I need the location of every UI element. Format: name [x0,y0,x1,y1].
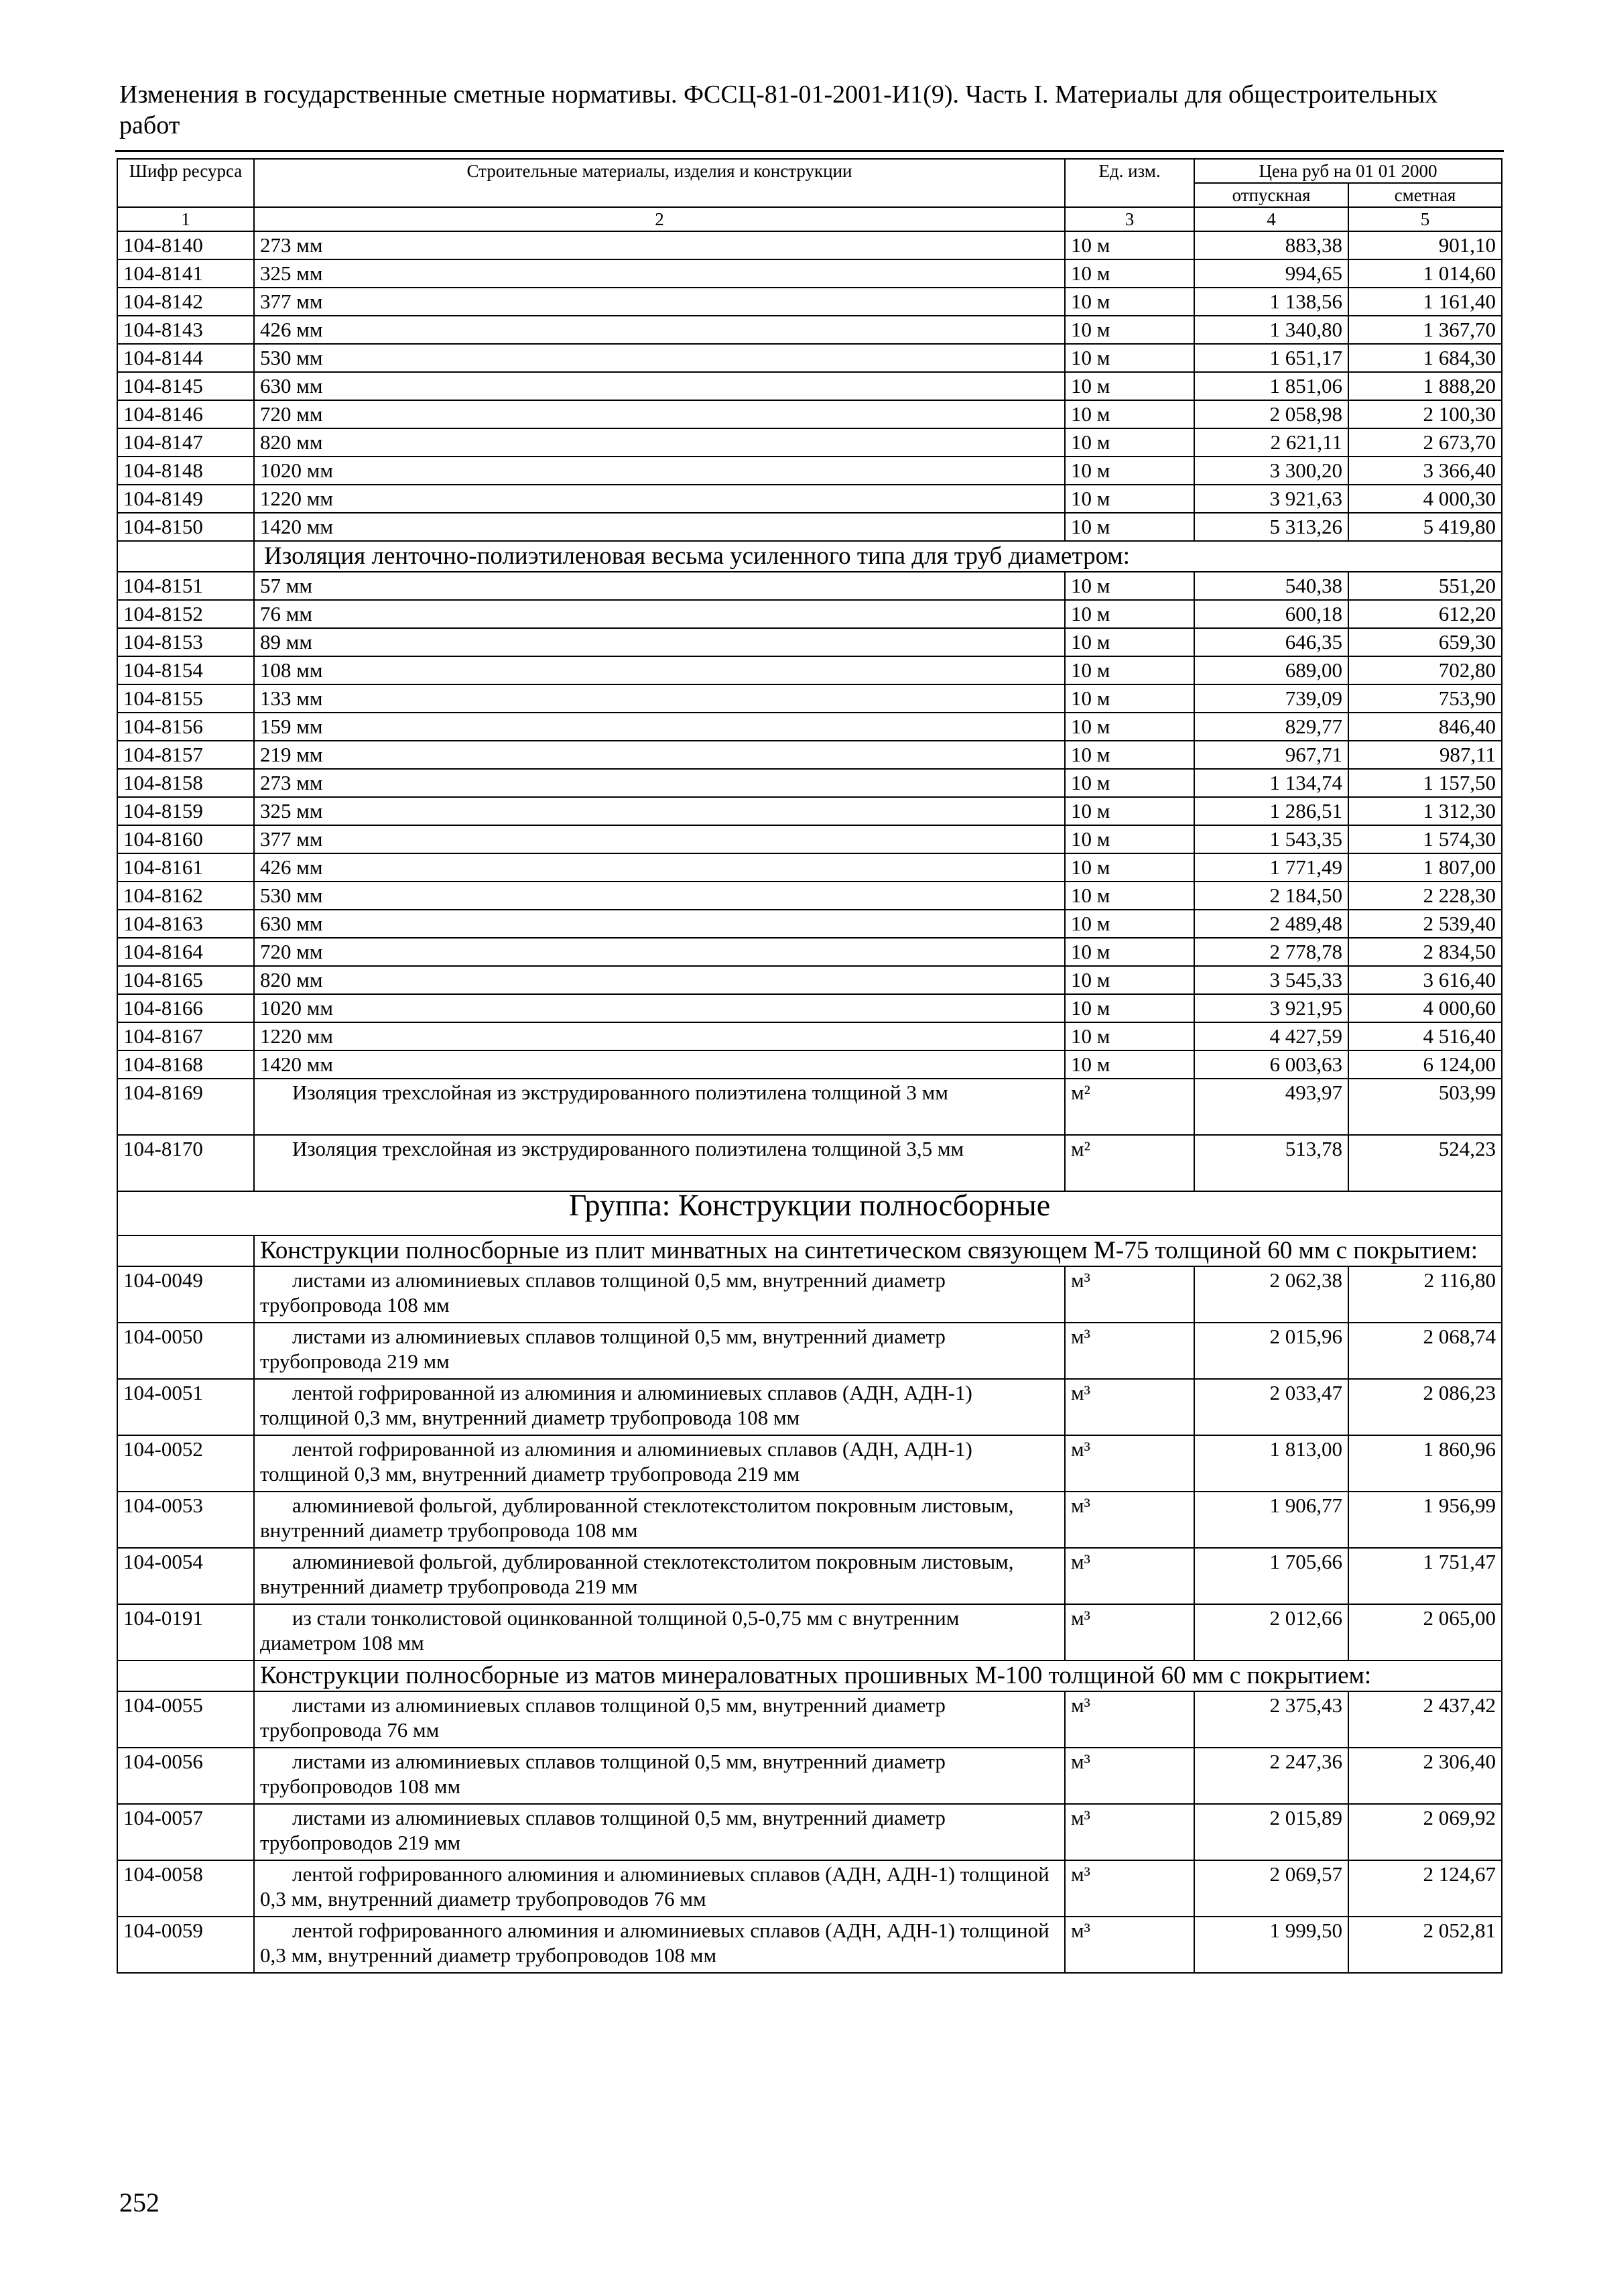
resource-code: 104-0056 [117,1748,254,1804]
unit: 10 м [1065,628,1194,656]
release-price: 739,09 [1194,684,1348,713]
unit: 10 м [1065,428,1194,457]
resource-code: 104-0049 [117,1266,254,1323]
resource-code: 104-8147 [117,428,254,457]
release-price: 5 313,26 [1194,513,1348,541]
estimate-price: 2 086,23 [1348,1379,1502,1435]
release-price: 1 138,56 [1194,288,1348,316]
material-name-text: листами из алюминиевых сплавов толщиной 0,5 мм, внутренний диаметр трубопровода 76 мм [260,1693,946,1742]
unit: м³ [1065,1379,1194,1435]
material-name-text: листами из алюминиевых сплавов толщиной 0,5 мм, внутренний диаметр трубопровода 219 мм [260,1325,946,1373]
resource-code: 104-0050 [117,1323,254,1379]
header-code: Шифр ресурса [117,159,254,207]
material-name-text: алюминиевой фольгой, дублированной стеклотекстолитом покровным листовым, внутренний диаметр трубопровода 219 мм [260,1550,1014,1598]
section-b [117,541,1502,572]
unit: 10 м [1065,797,1194,825]
material-name [254,1548,1065,1604]
release-price: 994,65 [1194,259,1348,288]
material-name [254,1379,1065,1435]
material-name-text: лентой гофрированного алюминия и алюминиевых сплавов (АДН, АДН-1) толщиной 0,3 мм, внутренний диаметр трубопроводов 108 мм [260,1919,1049,1967]
unit: 10 м [1065,882,1194,910]
release-price: 646,35 [1194,628,1348,656]
estimate-price: 846,40 [1348,713,1502,741]
table-row [117,428,1502,457]
resource-code: 104-0191 [117,1604,254,1660]
material-name [254,1079,1065,1135]
material-name-text: лентой гофрированной из алюминия и алюминиевых сплавов (АДН, АДН-1) толщиной 0,3 мм, внутренний диаметр трубопровода 219 мм [260,1437,972,1486]
release-price: 1 340,80 [1194,316,1348,344]
resource-code: 104-8162 [117,882,254,910]
material-name-text: Изоляция трехслойная из экструдированного полиэтилена толщиной 3,5 мм [292,1137,964,1160]
table-row [117,1548,1502,1604]
release-price: 1 705,66 [1194,1548,1348,1604]
resource-code: 104-8154 [117,656,254,684]
material-name: 325 мм [254,797,1065,825]
table-row [117,485,1502,513]
estimate-price: 2 228,30 [1348,882,1502,910]
table-row [117,1266,1502,1323]
column-number: 5 [1348,207,1502,231]
table-row [117,1691,1502,1748]
estimate-price: 987,11 [1348,741,1502,769]
material-name: 133 мм [254,684,1065,713]
unit: м³ [1065,1266,1194,1323]
table-row [117,628,1502,656]
material-name-text: лентой гофрированной из алюминия и алюминиевых сплавов (АДН, АДН-1) толщиной 0,3 мм, внутренний диаметр трубопровода 108 мм [260,1381,972,1429]
unit: м² [1065,1079,1194,1135]
release-price: 2 621,11 [1194,428,1348,457]
estimate-price: 4 516,40 [1348,1022,1502,1050]
table-row [117,372,1502,400]
release-price: 2 375,43 [1194,1691,1348,1748]
header-price: Цена руб на 01 01 2000 [1194,159,1502,183]
estimate-price: 1 888,20 [1348,372,1502,400]
estimate-price: 5 419,80 [1348,513,1502,541]
release-price: 1 906,77 [1194,1492,1348,1548]
resource-code: 104-8170 [117,1135,254,1191]
material-name: 630 мм [254,910,1065,938]
material-name: 89 мм [254,628,1065,656]
resource-code: 104-8143 [117,316,254,344]
column-number: 2 [254,207,1065,231]
unit: 10 м [1065,1050,1194,1079]
rows-prefab-minwool [117,1266,1502,1660]
estimate-price: 2 116,80 [1348,1266,1502,1323]
material-name: 57 мм [254,572,1065,600]
estimate-price: 1 860,96 [1348,1435,1502,1492]
material-name-text: листами из алюминиевых сплавов толщиной 0,5 мм, внутренний диаметр трубопроводов 219 мм [260,1806,946,1854]
table-row [117,966,1502,994]
material-name-text: лентой гофрированного алюминия и алюминиевых сплавов (АДН, АДН-1) толщиной 0,3 мм, внутренний диаметр трубопроводов 76 мм [260,1862,1049,1911]
estimate-price: 702,80 [1348,656,1502,684]
material-name [254,1804,1065,1860]
material-name: 820 мм [254,966,1065,994]
table-row [117,344,1502,372]
material-name [254,1691,1065,1748]
release-price: 1 286,51 [1194,797,1348,825]
estimate-price: 2 069,92 [1348,1804,1502,1860]
resource-code: 104-0059 [117,1917,254,1973]
table-row [117,572,1502,600]
section-heading: Изоляция ленточно-полиэтиленовая весьма усиленного типа для труб диаметром: [254,541,1502,572]
release-price: 600,18 [1194,600,1348,628]
material-name [254,1860,1065,1917]
estimate-price: 2 100,30 [1348,400,1502,428]
table-row [117,825,1502,853]
resource-code: 104-0057 [117,1804,254,1860]
table-row [117,1435,1502,1492]
estimate-price: 1 956,99 [1348,1492,1502,1548]
resource-code: 104-8166 [117,994,254,1022]
resource-code: 104-8164 [117,938,254,966]
release-price: 513,78 [1194,1135,1348,1191]
material-name: 1220 мм [254,485,1065,513]
table-row [117,259,1502,288]
resource-code: 104-8167 [117,1022,254,1050]
resource-code: 104-8155 [117,684,254,713]
release-price: 4 427,59 [1194,1022,1348,1050]
column-number: 3 [1065,207,1194,231]
unit: 10 м [1065,994,1194,1022]
release-price: 1 134,74 [1194,769,1348,797]
release-price: 2 778,78 [1194,938,1348,966]
unit: м³ [1065,1548,1194,1604]
table-row [117,231,1502,259]
estimate-price: 4 000,60 [1348,994,1502,1022]
table-row [117,882,1502,910]
material-name: 325 мм [254,259,1065,288]
material-name: 530 мм [254,882,1065,910]
estimate-price: 2 673,70 [1348,428,1502,457]
unit: м³ [1065,1323,1194,1379]
page-title: Изменения в государственные сметные нормативы. ФССЦ-81-01-2001-И1(9). Часть I. Материалы для общестроительных работ [119,80,1438,139]
table-row [117,1135,1502,1191]
resource-code: 104-0055 [117,1691,254,1748]
release-price: 2 247,36 [1194,1748,1348,1804]
table-row [117,656,1502,684]
table-row [117,457,1502,485]
unit: м³ [1065,1435,1194,1492]
estimate-price: 551,20 [1348,572,1502,600]
table-row [117,400,1502,428]
table-row [117,938,1502,966]
unit: м³ [1065,1691,1194,1748]
material-name: 108 мм [254,656,1065,684]
release-price: 883,38 [1194,231,1348,259]
table-row [117,769,1502,797]
estimate-price: 901,10 [1348,231,1502,259]
unit: м³ [1065,1917,1194,1973]
header-estimate-price: сметная [1348,183,1502,207]
material-name: 1420 мм [254,1050,1065,1079]
release-price: 3 921,95 [1194,994,1348,1022]
resource-code: 104-8149 [117,485,254,513]
material-name: 159 мм [254,713,1065,741]
unit: м³ [1065,1860,1194,1917]
table-row [117,1379,1502,1435]
estimate-price: 659,30 [1348,628,1502,656]
table-row [117,713,1502,741]
resource-code: 104-8163 [117,910,254,938]
estimate-price: 1 157,50 [1348,769,1502,797]
release-price: 3 545,33 [1194,966,1348,994]
estimate-price: 612,20 [1348,600,1502,628]
release-price: 2 015,89 [1194,1804,1348,1860]
estimate-price: 4 000,30 [1348,485,1502,513]
resource-code: 104-8146 [117,400,254,428]
release-price: 1 771,49 [1194,853,1348,882]
release-price: 2 012,66 [1194,1604,1348,1660]
table-row [117,1050,1502,1079]
resource-code: 104-8141 [117,259,254,288]
rows-pipe-insulation-a [117,231,1502,541]
estimate-price: 753,90 [1348,684,1502,713]
unit: 10 м [1065,344,1194,372]
unit: 10 м [1065,713,1194,741]
unit: 10 м [1065,600,1194,628]
material-name-text: листами из алюминиевых сплавов толщиной 0,5 мм, внутренний диаметр трубопровода 108 мм [260,1268,946,1317]
material-name: 273 мм [254,769,1065,797]
table-row [117,1079,1502,1135]
unit: 10 м [1065,316,1194,344]
column-number: 4 [1194,207,1348,231]
table-row [117,797,1502,825]
unit: 10 м [1065,1022,1194,1050]
resource-code: 104-0053 [117,1492,254,1548]
table-row [117,288,1502,316]
material-name [254,1323,1065,1379]
unit: 10 м [1065,741,1194,769]
table-row [117,1804,1502,1860]
unit: м³ [1065,1604,1194,1660]
material-name: 1420 мм [254,513,1065,541]
release-price: 2 062,38 [1194,1266,1348,1323]
material-name [254,1492,1065,1548]
estimate-price: 2 065,00 [1348,1604,1502,1660]
header-divider [115,150,1504,152]
rows-prefab-mats [117,1691,1502,1973]
header-release-price: отпускная [1194,183,1348,207]
section-e [117,1660,1502,1691]
release-price: 1 651,17 [1194,344,1348,372]
material-name: 820 мм [254,428,1065,457]
unit: 10 м [1065,513,1194,541]
resource-code: 104-8169 [117,1079,254,1135]
resource-code: 104-0058 [117,1860,254,1917]
estimate-price: 1 574,30 [1348,825,1502,853]
release-price: 2 033,47 [1194,1379,1348,1435]
unit: 10 м [1065,684,1194,713]
release-price: 2 184,50 [1194,882,1348,910]
unit: 10 м [1065,288,1194,316]
table-row [117,513,1502,541]
unit: 10 м [1065,572,1194,600]
table-row [117,1917,1502,1973]
unit: м³ [1065,1748,1194,1804]
unit: 10 м [1065,656,1194,684]
material-name: 720 мм [254,938,1065,966]
material-name-text: из стали тонколистовой оцинкованной толщиной 0,5-0,75 мм с внутренним диаметром 108 мм [260,1606,960,1654]
unit: м² [1065,1135,1194,1191]
resource-code: 104-8151 [117,572,254,600]
table-row [117,1860,1502,1917]
resource-code: 104-8140 [117,231,254,259]
release-price: 2 058,98 [1194,400,1348,428]
material-name: 1220 мм [254,1022,1065,1050]
resource-code: 104-8168 [117,1050,254,1079]
unit: 10 м [1065,259,1194,288]
section-heading: Конструкции полносборные из плит минватных на синтетическом связующем М-75 толщиной 60 мм с покрытием: [254,1235,1502,1266]
table-row [117,741,1502,769]
resource-code: 104-8142 [117,288,254,316]
release-price: 3 300,20 [1194,457,1348,485]
resource-code: 104-8152 [117,600,254,628]
section-heading: Конструкции полносборные из матов минераловатных прошивных М-100 толщиной 60 мм с покрытием: [254,1660,1502,1691]
group-block [117,1188,1502,1266]
material-name: 377 мм [254,825,1065,853]
unit: 10 м [1065,938,1194,966]
resource-code: 104-0051 [117,1379,254,1435]
estimate-price: 2 539,40 [1348,910,1502,938]
table-row [117,994,1502,1022]
unit: 10 м [1065,231,1194,259]
table-row [117,910,1502,938]
estimate-price: 1 807,00 [1348,853,1502,882]
release-price: 2 015,96 [1194,1323,1348,1379]
release-price: 1 851,06 [1194,372,1348,400]
rows-three-layer-insulation [117,1079,1502,1191]
unit: 10 м [1065,966,1194,994]
release-price: 689,00 [1194,656,1348,684]
release-price: 493,97 [1194,1079,1348,1135]
estimate-price: 1 367,70 [1348,316,1502,344]
material-name: 426 мм [254,853,1065,882]
release-price: 1 543,35 [1194,825,1348,853]
resource-code: 104-8156 [117,713,254,741]
material-name: 76 мм [254,600,1065,628]
page-number: 252 [119,2187,159,2218]
material-name [254,1917,1065,1973]
table-row [117,600,1502,628]
material-name [254,1135,1065,1191]
material-name: 1020 мм [254,994,1065,1022]
table-row [117,1022,1502,1050]
release-price: 1 813,00 [1194,1435,1348,1492]
header-unit: Ед. изм. [1065,159,1194,207]
release-price: 1 999,50 [1194,1917,1348,1973]
material-name-text: алюминиевой фольгой, дублированной стеклотекстолитом покровным листовым, внутренний диаметр трубопровода 108 мм [260,1494,1014,1542]
unit: м³ [1065,1804,1194,1860]
estimate-price: 1 751,47 [1348,1548,1502,1604]
unit: 10 м [1065,457,1194,485]
estimate-price: 2 834,50 [1348,938,1502,966]
release-price: 3 921,63 [1194,485,1348,513]
estimate-price: 1 161,40 [1348,288,1502,316]
resource-code: 104-8160 [117,825,254,853]
estimate-price: 2 437,42 [1348,1691,1502,1748]
resource-code: 104-8153 [117,628,254,656]
resource-code: 104-8157 [117,741,254,769]
resource-code: 104-0052 [117,1435,254,1492]
column-number: 1 [117,207,254,231]
table-row [117,1748,1502,1804]
table-row [117,1323,1502,1379]
resource-code: 104-8145 [117,372,254,400]
unit: 10 м [1065,853,1194,882]
material-name [254,1604,1065,1660]
release-price: 967,71 [1194,741,1348,769]
material-name [254,1266,1065,1323]
release-price: 2 489,48 [1194,910,1348,938]
estimate-price: 1 014,60 [1348,259,1502,288]
release-price: 6 003,63 [1194,1050,1348,1079]
group-title: Группа: Конструкции полносборные [117,1191,1502,1235]
estimate-price: 3 616,40 [1348,966,1502,994]
unit: 10 м [1065,769,1194,797]
estimate-price: 524,23 [1348,1135,1502,1191]
table-row [117,684,1502,713]
estimate-price: 2 068,74 [1348,1323,1502,1379]
unit: м³ [1065,1492,1194,1548]
material-name: 530 мм [254,344,1065,372]
material-name: 273 мм [254,231,1065,259]
release-price: 540,38 [1194,572,1348,600]
release-price: 829,77 [1194,713,1348,741]
table-row [117,853,1502,882]
unit: 10 м [1065,372,1194,400]
price-table [117,158,1502,1974]
estimate-price: 1 684,30 [1348,344,1502,372]
header-name: Строительные материалы, изделия и конструкции [254,159,1065,207]
material-name: 630 мм [254,372,1065,400]
material-name: 377 мм [254,288,1065,316]
material-name: 720 мм [254,400,1065,428]
resource-code: 104-0054 [117,1548,254,1604]
material-name [254,1748,1065,1804]
estimate-price: 1 312,30 [1348,797,1502,825]
resource-code: 104-8159 [117,797,254,825]
estimate-price: 2 052,81 [1348,1917,1502,1973]
unit: 10 м [1065,910,1194,938]
unit: 10 м [1065,400,1194,428]
unit: 10 м [1065,485,1194,513]
resource-code: 104-8161 [117,853,254,882]
estimate-price: 3 366,40 [1348,457,1502,485]
resource-code: 104-8148 [117,457,254,485]
estimate-price: 2 124,67 [1348,1860,1502,1917]
material-name [254,1435,1065,1492]
estimate-price: 6 124,00 [1348,1050,1502,1079]
table-row [117,316,1502,344]
resource-code: 104-8165 [117,966,254,994]
estimate-price: 503,99 [1348,1079,1502,1135]
table-row [117,1604,1502,1660]
rows-pipe-insulation-b [117,572,1502,1079]
material-name-text: Изоляция трехслойная из экструдированного полиэтилена толщиной 3 мм [292,1081,948,1104]
material-name-text: листами из алюминиевых сплавов толщиной 0,5 мм, внутренний диаметр трубопроводов 108 мм [260,1750,946,1798]
resource-code: 104-8150 [117,513,254,541]
resource-code: 104-8158 [117,769,254,797]
estimate-price: 2 306,40 [1348,1748,1502,1804]
unit: 10 м [1065,825,1194,853]
material-name: 219 мм [254,741,1065,769]
resource-code: 104-8144 [117,344,254,372]
table-row [117,1492,1502,1548]
material-name: 426 мм [254,316,1065,344]
material-name: 1020 мм [254,457,1065,485]
release-price: 2 069,57 [1194,1860,1348,1917]
